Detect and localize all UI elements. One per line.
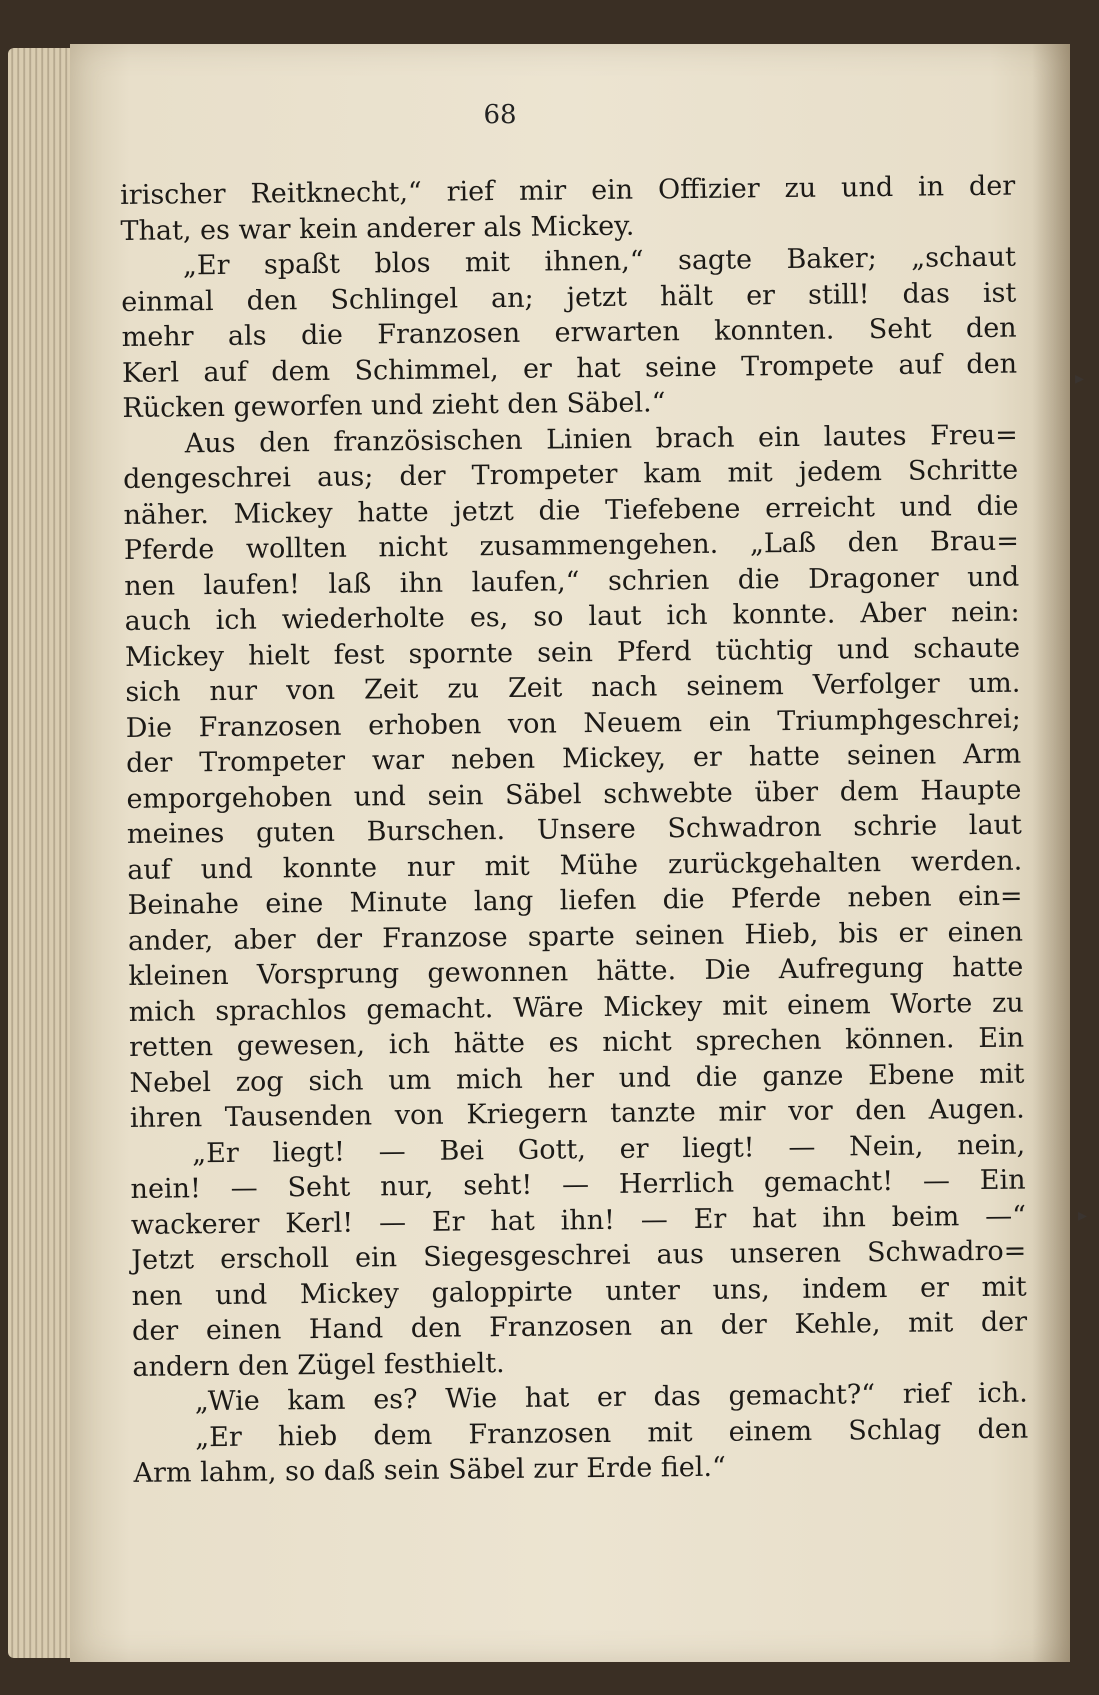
text-line: auf und konnte nur mit Mühe zurückgehalten werden. <box>127 845 1023 886</box>
page-gutter-shadow <box>1032 44 1070 1662</box>
text-line: ander, aber der Franzose sparte seinen Hieb, bis er einen <box>127 916 1024 957</box>
text-line: mehr als die Franzosen erwarten konnten. Seht den <box>121 312 1017 353</box>
text-line: andern den Zügel festhielt. <box>132 1347 505 1383</box>
text-line: Kerl auf dem Schimmel, er hat seine Trompete auf den <box>121 348 1018 389</box>
text-line: Mickey hielt fest spornte sein Pferd tüchtig und schaute <box>124 632 1021 673</box>
text-line: nen laufen! laß ihn laufen,“ schrien die Dragoner und <box>124 561 1020 602</box>
text-line: dengeschrei aus; der Trompeter kam mit jedem Schritte <box>122 454 1019 495</box>
text-line: der einen Hand den Franzosen an der Kehle, mit der <box>131 1306 1028 1347</box>
text-line: Die Franzosen erhoben von Neuem ein Triumphgeschrei; <box>125 703 1021 744</box>
text-line: Arm lahm, so daß sein Säbel zur Erde fiel.“ <box>133 1451 726 1489</box>
text-line: „Er spaßt blos mit ihnen,“ sagte Baker; „schaut <box>182 241 1017 282</box>
text-line: „Er liegt! — Bei Gott, er liegt! — Nein, nein, <box>192 1129 1026 1169</box>
text-line: nen und Mickey galoppirte unter uns, indem er mit <box>131 1271 1027 1312</box>
margin-mark: ▸ <box>1078 1205 1088 1226</box>
page-edges <box>8 48 78 1658</box>
text-line: Aus den französischen Linien brach ein lautes Freu= <box>184 419 1018 459</box>
text-line: Nebel zog sich um mich her und die ganze Ebene mit <box>129 1058 1025 1099</box>
text-line: That, es war kein anderer als Mickey. <box>120 210 635 247</box>
text-line: retten gewesen, ich hätte es nicht sprechen können. Ein <box>128 1022 1025 1063</box>
text-line: „Wie kam es? Wie hat er das gemacht?“ rief ich. <box>194 1377 1028 1418</box>
text-line: irischer Reitknecht,“ rief mir ein Offizier zu und in der <box>120 170 1016 211</box>
text-line: ihren Tausenden von Kriegern tanzte mir vor den Augen. <box>129 1093 1025 1134</box>
text-line: einmal den Schlingel an; jetzt hält er still! das ist <box>121 277 1017 318</box>
margin-mark: ▸ <box>1075 368 1085 389</box>
text-line: Rücken geworfen und zieht den Säbel.“ <box>122 387 666 424</box>
page-number: 68 <box>483 100 517 130</box>
text-line: kleinen Vorsprung gewonnen hätte. Die Aufregung hatte <box>128 951 1024 992</box>
text-line: Beinahe eine Minute lang liefen die Pferde neben ein= <box>127 880 1023 921</box>
text-line: der Trompeter war neben Mickey, er hatte seinen Arm <box>125 738 1022 779</box>
text-line: Pferde wollten nicht zusammengehen. „Laß den Brau= <box>123 525 1020 566</box>
text-line: Jetzt erscholl ein Siegesgeschrei aus unseren Schwadro= <box>131 1235 1027 1276</box>
text-line: meines guten Burschen. Unsere Schwadron schrie laut <box>126 809 1022 850</box>
text-line: wackerer Kerl! — Er hat ihn! — Er hat ihn beim —“ <box>130 1200 1027 1241</box>
text-line: mich sprachlos gemacht. Wäre Mickey mit einem Worte zu <box>128 987 1024 1028</box>
text-line: nein! — Seht nur, seht! — Herrlich gemacht! — Ein <box>130 1164 1026 1205</box>
body-text <box>120 169 1029 1492</box>
text-line: näher. Mickey hatte jetzt die Tiefebene erreicht und die <box>123 490 1019 531</box>
text-line: sich nur von Zeit zu Zeit nach seinem Verfolger um. <box>125 667 1021 708</box>
text-line: auch ich wiederholte es, so laut ich konnte. Aber nein: <box>124 596 1020 637</box>
text-line: „Er hieb dem Franzosen mit einem Schlag den <box>195 1413 1029 1453</box>
text-line: emporgehoben und sein Säbel schwebte über dem Haupte <box>126 774 1022 815</box>
